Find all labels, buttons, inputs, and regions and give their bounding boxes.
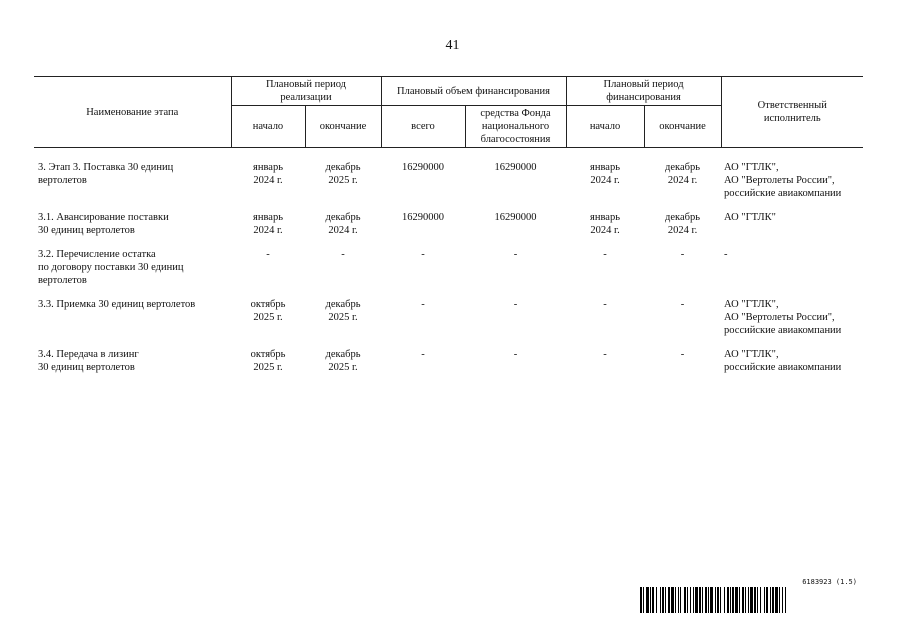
cell-line: 2025 г.: [253, 362, 283, 373]
cell-fin-start: [566, 148, 644, 212]
cell-fin-start: [566, 348, 644, 385]
page-number: 41: [445, 38, 460, 53]
cell-line: -: [680, 249, 685, 260]
cell-fund: [465, 348, 566, 385]
cell-start: [231, 298, 305, 348]
header-responsible: Ответственный исполнитель: [721, 77, 863, 148]
header-total: всего: [381, 106, 465, 148]
cell-total: [381, 298, 465, 348]
cell-line: 2025 г.: [253, 312, 283, 323]
cell-line: вертолетов: [38, 275, 87, 286]
cell-line: АО "ГТЛК",: [724, 162, 779, 173]
header-funding-volume: Плановый объем финансирования: [381, 77, 566, 106]
cell-line: 3. Этап 3. Поставка 30 единиц: [38, 162, 174, 173]
cell-stage: [34, 211, 231, 248]
cell-fin-end: [644, 298, 721, 348]
header-start: начало: [231, 106, 305, 148]
cell-line: 2025 г.: [328, 362, 358, 373]
header-stage-name: Наименование этапа: [34, 77, 231, 148]
cell-stage: [34, 148, 231, 212]
cell-line: 2024 г.: [328, 225, 358, 236]
cell-total: [381, 148, 465, 212]
cell-end: [305, 298, 381, 348]
cell-line: 2024 г.: [253, 225, 283, 236]
cell-line: январь: [590, 162, 620, 173]
cell-line: 16290000: [402, 212, 444, 223]
cell-line: -: [421, 249, 425, 260]
cell-line: январь: [253, 162, 283, 173]
barcode-icon: [640, 587, 857, 613]
cell-line: -: [680, 299, 685, 310]
cell-end: [305, 211, 381, 248]
header-row-1: [34, 77, 863, 106]
cell-line: 2024 г.: [667, 225, 698, 236]
cell-end: [305, 148, 381, 212]
cell-stage: [34, 298, 231, 348]
cell-line: по договору поставки 30 единиц: [38, 262, 184, 273]
header-implementation-period: Плановый период реализации: [231, 77, 381, 106]
cell-line: декабрь: [665, 162, 701, 173]
cell-line: -: [421, 299, 425, 310]
cell-fin-end: [644, 211, 721, 248]
table-row: [34, 148, 863, 212]
cell-line: октябрь: [250, 299, 286, 310]
cell-end: [305, 348, 381, 385]
cell-stage: [34, 248, 231, 298]
cell-resp: [721, 148, 863, 212]
cell-line: 2025 г.: [328, 175, 358, 186]
cell-line: российские авиакомпании: [724, 325, 842, 336]
cell-line: 30 единиц вертолетов: [38, 225, 135, 236]
cell-line: октябрь: [250, 349, 286, 360]
cell-line: 3.4. Передача в лизинг: [38, 349, 139, 360]
header-fin-end: окончание: [644, 106, 721, 148]
cell-line: 2025 г.: [328, 312, 358, 323]
cell-line: декабрь: [325, 349, 361, 360]
cell-fund: [465, 248, 566, 298]
cell-line: декабрь: [325, 162, 361, 173]
cell-line: -: [513, 349, 518, 360]
header-fund: средства Фонда национального благосостояния: [465, 106, 566, 148]
cell-line: АО "ГТЛК",: [724, 299, 779, 310]
header-fin-start: начало: [566, 106, 644, 148]
cell-line: 2024 г.: [667, 175, 698, 186]
cell-line: АО "Вертолеты России",: [724, 312, 835, 323]
cell-line: -: [603, 349, 607, 360]
cell-start: [231, 248, 305, 298]
cell-line: 2024 г.: [253, 175, 283, 186]
cell-start: [231, 211, 305, 248]
table-row: [34, 298, 863, 348]
cell-line: АО "Вертолеты России",: [724, 175, 835, 186]
header-financing-period: Плановый период финансирования: [566, 77, 721, 106]
cell-line: 16290000: [494, 162, 537, 173]
cell-fund: [465, 148, 566, 212]
cell-line: -: [341, 249, 345, 260]
stage-table: [34, 76, 863, 385]
cell-stage: [34, 348, 231, 385]
cell-line: 16290000: [402, 162, 444, 173]
cell-total: [381, 211, 465, 248]
cell-fin-start: [566, 211, 644, 248]
cell-fin-start: [566, 298, 644, 348]
cell-line: декабрь: [325, 299, 361, 310]
cell-line: 2024 г.: [590, 175, 620, 186]
cell-line: -: [680, 349, 685, 360]
cell-resp: [721, 248, 863, 298]
cell-line: январь: [590, 212, 620, 223]
cell-line: российские авиакомпании: [724, 362, 842, 373]
cell-line: 3.2. Перечисление остатка: [38, 249, 156, 260]
cell-fin-end: [644, 148, 721, 212]
cell-line: российские авиакомпании: [724, 188, 842, 199]
cell-fin-end: [644, 348, 721, 385]
cell-line: 3.3. Приемка 30 единиц вертолетов: [38, 299, 196, 310]
table-body: [34, 148, 863, 386]
table-row: [34, 211, 863, 248]
cell-start: [231, 148, 305, 212]
barcode-block: [640, 578, 857, 614]
cell-line: -: [421, 349, 425, 360]
cell-total: [381, 248, 465, 298]
table-row: [34, 348, 863, 385]
cell-line: декабрь: [665, 212, 701, 223]
cell-start: [231, 348, 305, 385]
cell-end: [305, 248, 381, 298]
cell-line: -: [513, 249, 518, 260]
cell-fund: [465, 211, 566, 248]
cell-line: -: [603, 249, 607, 260]
cell-resp: [721, 348, 863, 385]
header-end: окончание: [305, 106, 381, 148]
cell-line: АО "ГТЛК": [724, 212, 776, 223]
cell-line: АО "ГТЛК",: [724, 349, 779, 360]
barcode-label: 6183923 (1.5): [802, 578, 857, 586]
cell-fund: [465, 298, 566, 348]
cell-line: -: [513, 299, 518, 310]
cell-fin-end: [644, 248, 721, 298]
cell-fin-start: [566, 248, 644, 298]
cell-total: [381, 348, 465, 385]
cell-line: -: [266, 249, 270, 260]
cell-line: 3.1. Авансирование поставки: [38, 212, 169, 223]
cell-line: декабрь: [325, 212, 361, 223]
cell-line: 30 единиц вертолетов: [38, 362, 135, 373]
cell-line: -: [724, 249, 728, 260]
cell-line: 16290000: [494, 212, 537, 223]
cell-resp: [721, 298, 863, 348]
cell-line: вертолетов: [38, 175, 87, 186]
table-row: [34, 248, 863, 298]
cell-line: -: [603, 299, 607, 310]
cell-resp: [721, 211, 863, 248]
cell-line: январь: [253, 212, 283, 223]
cell-line: 2024 г.: [590, 225, 620, 236]
